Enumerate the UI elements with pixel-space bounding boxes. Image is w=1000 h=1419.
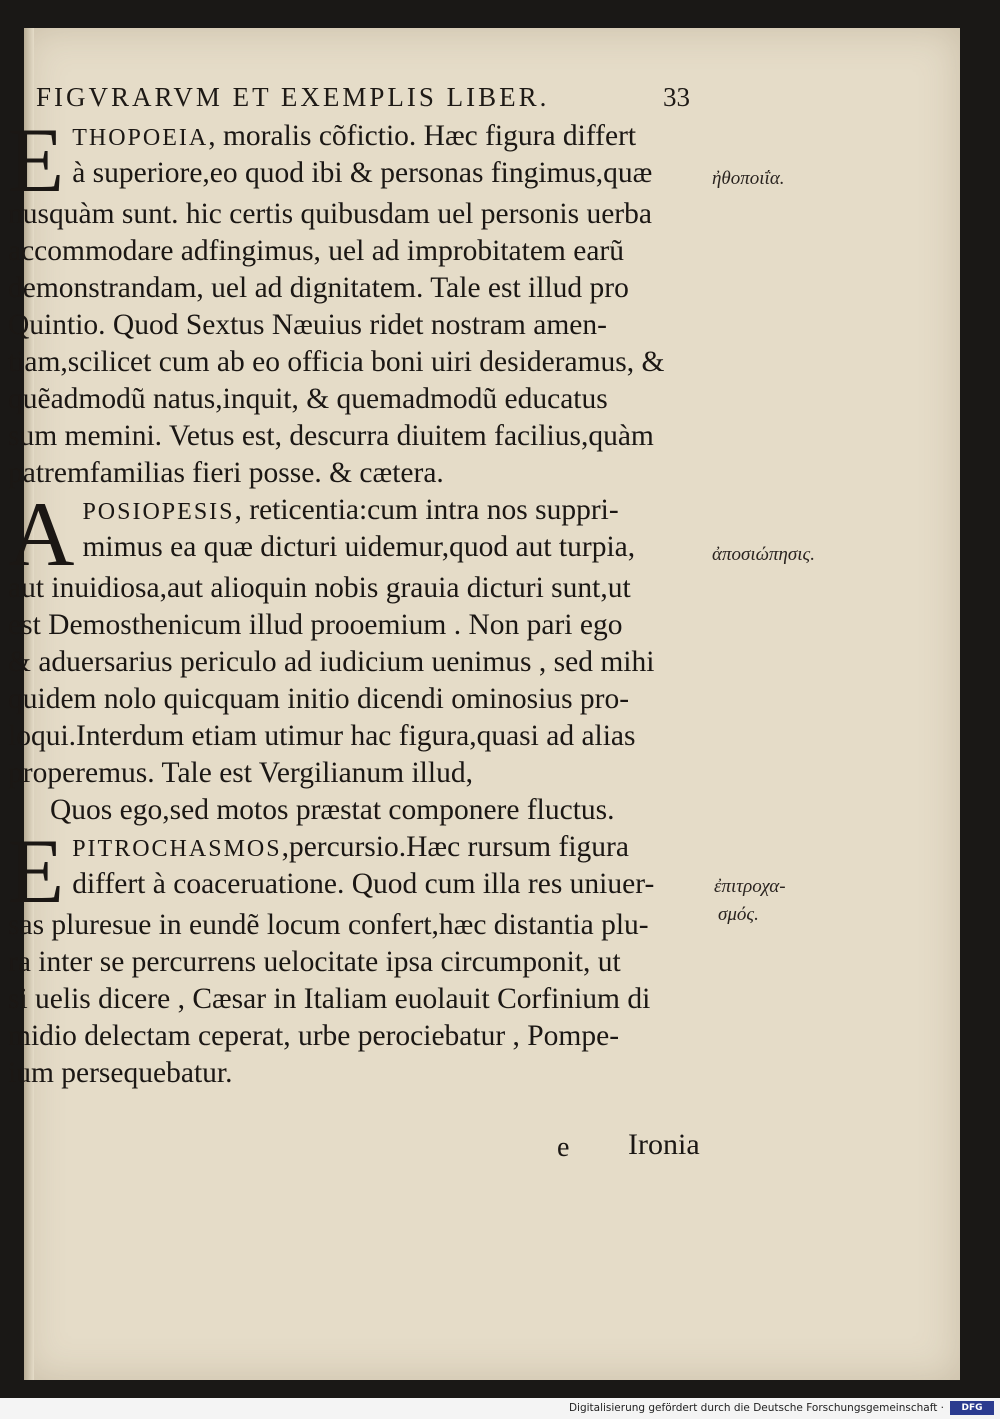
text-line: tiam,scilicet cum ab eo officia boni uiri desideramus, & [8, 346, 665, 378]
text-line: properemus. Tale est Vergilianum illud, [8, 757, 473, 789]
margin-note-aposiopesis: ἀποσιώπησις. [712, 544, 815, 565]
lead-word: POSIOPESIS [82, 499, 235, 525]
paragraph-aposiopesis [8, 483, 698, 829]
text-line: THOPOEIA, moralis cõfictio. Hæc figura differt [72, 120, 637, 152]
text-line: quidem nolo quicquam initio dicendi ominosius pro- [8, 683, 630, 715]
footer-credit: Digitalisierung gefördert durch die Deutsche Forschungsgemeinschaft · [568, 1402, 944, 1414]
text-line: si uelis dicere , Cæsar in Italiam euolauit Corfinium di [8, 983, 651, 1015]
running-head: FIGVRARVM ET EXEMPLIS LIBER. [36, 82, 550, 112]
text-line: patremfamilias fieri posse. & cætera. [8, 457, 444, 489]
text-line: & aduersarius periculo ad iudicium uenimus , sed mihi [8, 646, 655, 678]
lead-word: PITROCHASMOS [72, 836, 282, 862]
dfg-logo: DFG [950, 1401, 994, 1415]
text-line: midio delectam ceperat, urbe perociebatur , Pompe- [8, 1020, 620, 1052]
text-line: POSIOPESIS, reticentia:cum intra nos suppri- [82, 494, 619, 526]
text-line: sas pluresue in eundẽ locum confert,hæc distantia plu- [8, 909, 649, 941]
dropcap: A [8, 483, 75, 585]
text-line: aut inuidiosa,aut alioquin nobis grauia dicturi sunt,ut [8, 572, 631, 604]
signature-mark: e [557, 1132, 570, 1163]
text-line: accommodare adfingimus, uel ad improbitatem earũ [8, 235, 624, 267]
text-line: quẽadmodũ natus,inquit, & quemadmodũ educatus [8, 383, 608, 415]
text-line: mimus ea quæ dicturi uidemur,quod aut turpia, [82, 531, 636, 563]
text-line: loqui.Interdum etiam utimur hac figura,quasi ad alias [8, 720, 636, 752]
verse-line: Quos ego,sed motos præstat componere fluctus. [50, 794, 615, 826]
text-line: nusquàm sunt. hic certis quibusdam uel personis uerba [8, 198, 652, 230]
text-line: à superiore,eo quod ibi & personas fingimus,quæ [72, 157, 653, 189]
lead-word: THOPOEIA [72, 125, 209, 151]
catchword: Ironia [628, 1128, 700, 1161]
text-line: sum memini. Vetus est, descurra diuitem facilius,quàm [8, 420, 654, 452]
text-line: est Demosthenicum illud prooemium . Non pari ego [8, 609, 623, 641]
main-text [8, 109, 698, 1092]
text-line: ium persequebatur. [8, 1057, 233, 1089]
text-line: demonstrandam, uel ad dignitatem. Tale est illud pro [8, 272, 629, 304]
margin-note-epitrochasmos-1: ἐπιτροχα- [714, 876, 786, 897]
text-line: ra inter se percurrens uelocitate ipsa circumponit, ut [8, 946, 621, 978]
paragraph-epitrochasmos [8, 820, 698, 1092]
text-line: differt à coaceruatione. Quod cum illa res uniuer- [72, 868, 655, 900]
paragraph-ethopoeia [8, 109, 698, 492]
folio-number: 33 [663, 82, 690, 112]
text-line: PITROCHASMOS,percursio.Hæc rursum figura [72, 831, 629, 863]
dropcap: E [8, 109, 65, 211]
dropcap: E [8, 820, 65, 922]
margin-note-ethopoeia: ἠθοποιΐα. [712, 168, 785, 189]
text-line: Quintio. Quod Sextus Næuius ridet nostram amen- [8, 309, 607, 341]
margin-note-epitrochasmos-2: σμός. [718, 904, 759, 925]
